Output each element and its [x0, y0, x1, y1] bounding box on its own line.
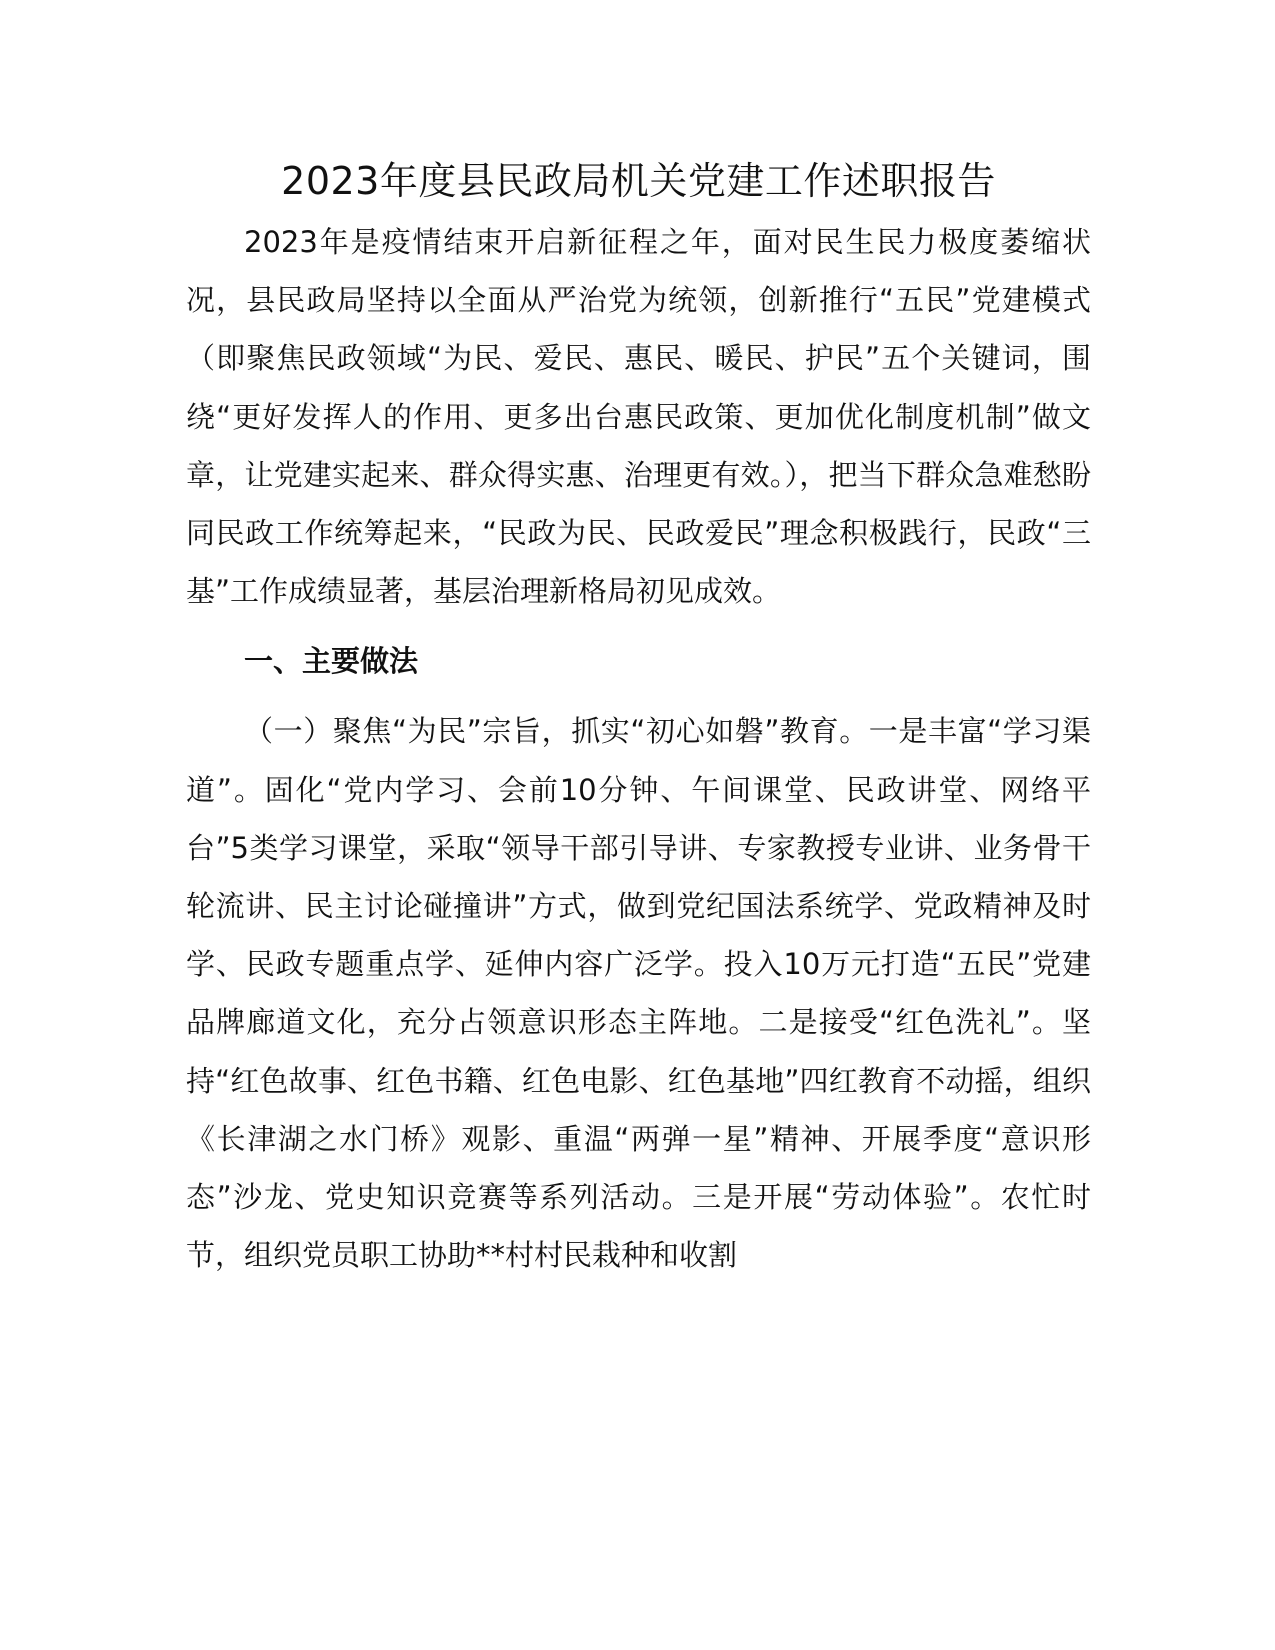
- document-page: [186, 155, 1091, 1284]
- document-title: 2023年度县民政局机关党建工作述职报告: [281, 159, 996, 203]
- section-paragraph: （一）聚焦“为民”宗旨，抓实“初心如磐”教育。一是丰富“学习渠道”。固化“党内学习、会前10分钟、午间课堂、民政讲堂、网络平台”5类学习课堂，采取“领导干部引导讲、专家教授专业讲、业务骨干轮流讲、民主讨论碰撞讲”方式，做到党纪国法系统学、党政精神及时学、民政专题重点学、延伸内容广泛学。投入10万元打造“五民”党建品牌廊道文化，充分占领意识形态主阵地。二是接受“红色洗礼”。坚持“红色故事、红色书籍、红色电影、红色基地”四红教育不动摇，组织《长津湖之水门桥》观影、重温“两弹一星”精神、开展季度“意识形态”沙龙、党史知识竞赛等系列活动。三是开展“劳动体验”。农忙时节，组织党员职工协助**村村民栽种和收割: [186, 714, 1091, 1273]
- section-heading: 一、主要做法: [244, 644, 419, 679]
- intro-paragraph: 2023年是疫情结束开启新征程之年，面对民生民力极度萎缩状况，县民政局坚持以全面从严治党为统领，创新推行“五民”党建模式（即聚焦民政领域“为民、爱民、惠民、暖民、护民”五个关键词，围绕“更好发挥人的作用、更多出台惠民政策、更加优化制度机制”做文章，让党建实起来、群众得实惠、治理更有效。），把当下群众急难愁盼同民政工作统筹起来，“民政为民、民政爱民”理念积极践行，民政“三基”工作成绩显著，基层治理新格局初见成效。: [186, 225, 1091, 609]
